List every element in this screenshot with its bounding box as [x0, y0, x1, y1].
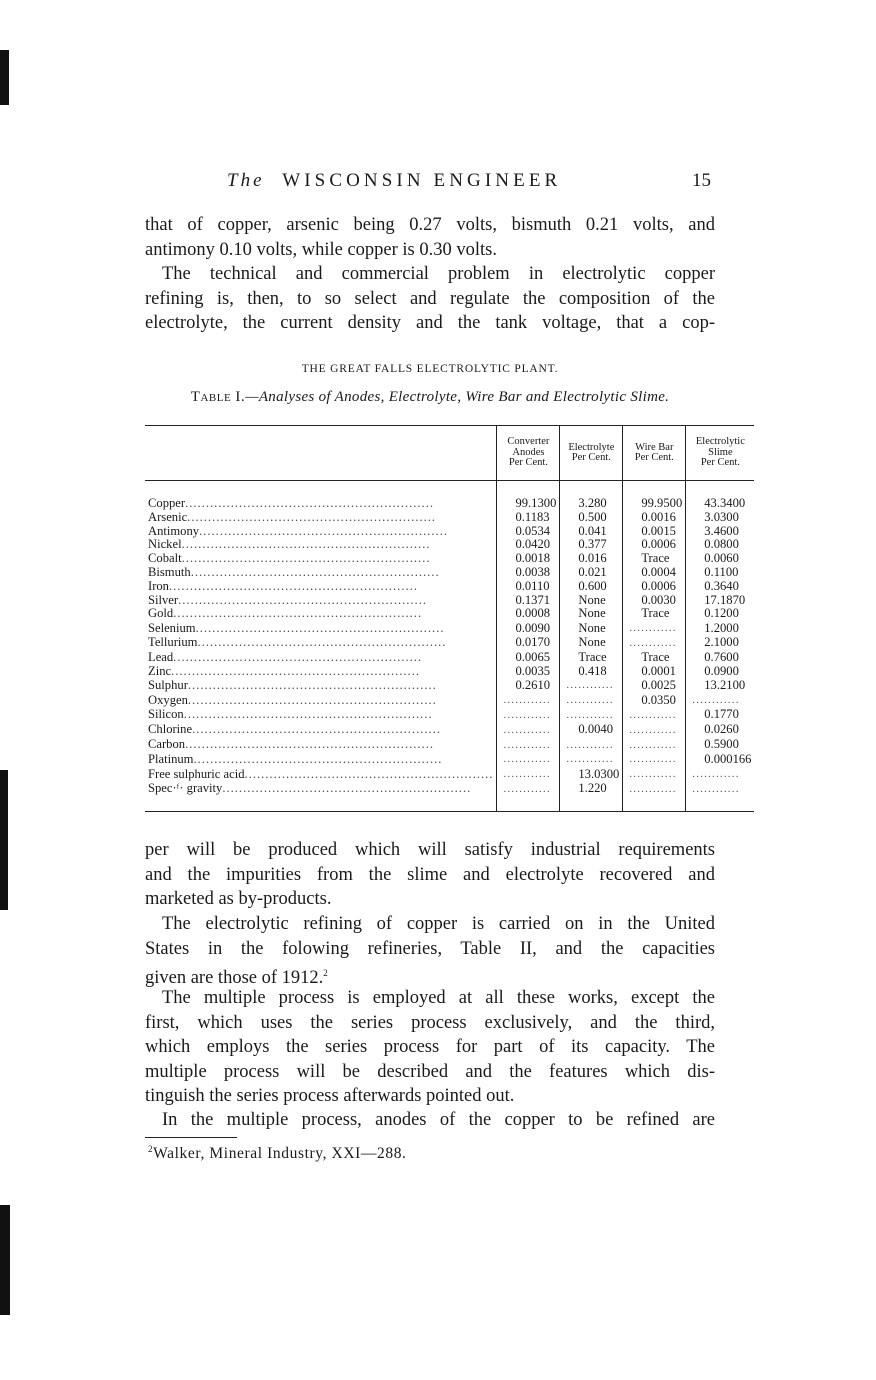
value-cell: Trace — [623, 607, 686, 621]
text-line: first, which uses the series process exclusively, and the third, — [145, 1012, 715, 1033]
table-row — [145, 566, 754, 580]
leader-dots: ............................................................ — [171, 664, 420, 678]
empty-dots: ............ — [503, 723, 551, 736]
value-cell — [497, 752, 560, 767]
column-header — [497, 426, 560, 481]
value-cell: 0.377 — [560, 538, 623, 552]
value-cell: 17.1870 — [686, 594, 755, 608]
value-cell: 0.041 — [560, 525, 623, 539]
row-label: Oxygen — [148, 693, 188, 707]
scan-edge-mark — [0, 770, 8, 910]
empty-dots: ............ — [503, 753, 551, 766]
value-cell: 0.0038 — [497, 566, 560, 580]
leader-dots: ............................................................ — [185, 738, 434, 752]
row-label: Gold — [148, 607, 174, 621]
footnote-marker: 2 — [148, 1144, 154, 1154]
value-cell: Trace — [623, 651, 686, 665]
value-cell — [623, 752, 686, 767]
table-row — [145, 782, 754, 811]
value-cell: 0.0420 — [497, 538, 560, 552]
value-cell — [497, 738, 560, 753]
value-cell: 0.0030 — [623, 594, 686, 608]
row-label-cell — [145, 708, 497, 723]
row-label: Carbon — [148, 738, 186, 752]
column-header-line: Per Cent. — [571, 452, 611, 463]
value-cell: 0.1100 — [686, 566, 755, 580]
value-cell — [623, 708, 686, 723]
paragraph-bottom-2 — [145, 912, 715, 989]
table-title: —Analyses of Anodes, Electrolyte, Wire Bar and Electrolytic Slime. — [245, 389, 670, 405]
text-line: that of copper, arsenic being 0.27 volts, bismuth 0.21 volts, and — [145, 215, 715, 235]
value-cell — [497, 782, 560, 811]
value-cell: 0.500 — [560, 511, 623, 525]
column-header-line: Slime — [708, 446, 733, 458]
value-cell — [623, 636, 686, 651]
value-cell: Trace — [560, 651, 623, 665]
value-cell: 1.2000 — [686, 621, 755, 636]
column-header — [623, 426, 686, 481]
text-line: antimony 0.10 volts, while copper is 0.30 volts. — [145, 239, 497, 260]
value-cell: 0.0534 — [497, 525, 560, 539]
row-label-cell — [145, 566, 497, 580]
value-cell — [497, 693, 560, 708]
value-cell — [497, 767, 560, 782]
value-cell: 0.0800 — [686, 538, 755, 552]
table-row — [145, 481, 754, 511]
empty-dots: ............ — [629, 782, 677, 795]
leader-dots: ............................................................ — [185, 497, 434, 510]
table-row — [145, 678, 754, 693]
value-cell: None — [560, 594, 623, 608]
text-line: multiple process will be described and the features which dis- — [145, 1061, 715, 1082]
text-line: which employs the series process for part of its capacity. The — [145, 1037, 715, 1058]
leader-dots: ............................................................ — [168, 579, 418, 593]
value-cell: 0.0060 — [686, 552, 755, 566]
empty-dots: ............ — [503, 738, 551, 751]
table-row — [145, 594, 754, 608]
row-label: Platinum — [148, 752, 194, 766]
value-cell — [686, 767, 755, 782]
value-cell: 0.5900 — [686, 738, 755, 753]
row-label-cell — [145, 636, 497, 651]
value-cell: 0.600 — [560, 580, 623, 594]
leader-dots: ............................................................ — [178, 593, 427, 607]
paragraph-top-1 — [145, 213, 715, 262]
row-label-cell — [145, 782, 497, 811]
leader-dots: ............................................................ — [192, 723, 441, 737]
paragraph-top-2 — [145, 262, 715, 336]
table-row — [145, 580, 754, 594]
row-label-cell — [145, 525, 497, 539]
value-cell: 0.418 — [560, 665, 623, 679]
value-cell: None — [560, 621, 623, 636]
row-label: Selenium — [148, 621, 196, 635]
value-cell — [560, 738, 623, 753]
value-cell: None — [560, 636, 623, 651]
column-header-line: Electrolyte — [568, 441, 615, 453]
empty-dots: ............ — [566, 753, 614, 766]
table-row — [145, 636, 754, 651]
value-cell — [686, 782, 755, 811]
row-label: Antimony — [148, 524, 200, 538]
table-row — [145, 552, 754, 566]
leader-dots: ............................................................ — [187, 510, 437, 524]
value-cell — [497, 723, 560, 738]
value-cell — [560, 678, 623, 693]
value-cell — [560, 693, 623, 708]
leader-dots: ............................................................ — [193, 752, 443, 766]
paragraph-bottom-3 — [145, 986, 715, 1109]
empty-dots: ............ — [566, 738, 614, 751]
table-header-row — [145, 426, 754, 481]
value-cell: 3.280 — [560, 481, 623, 511]
empty-dots: ............ — [629, 723, 677, 736]
value-cell — [560, 752, 623, 767]
value-cell: 0.0008 — [497, 607, 560, 621]
footnote-rule — [145, 1137, 237, 1138]
value-cell: 0.0170 — [497, 636, 560, 651]
leader-dots: ............................................................ — [181, 538, 431, 552]
table-row — [145, 621, 754, 636]
empty-dots: ............ — [629, 768, 677, 781]
leader-dots: ............................................................ — [195, 621, 445, 635]
empty-dots: ............ — [629, 622, 677, 635]
value-cell — [623, 621, 686, 636]
column-header — [560, 426, 623, 481]
value-cell — [497, 708, 560, 723]
value-cell — [560, 708, 623, 723]
row-label-cell — [145, 594, 497, 608]
row-label: Cobalt — [148, 552, 182, 566]
value-cell: 1.220 — [560, 782, 623, 811]
leader-dots: ............................................................ — [187, 678, 437, 692]
empty-dots: ............ — [629, 753, 677, 766]
row-label-cell — [145, 538, 497, 552]
table-row — [145, 665, 754, 679]
row-label: Nickel — [148, 538, 182, 552]
value-cell: None — [560, 607, 623, 621]
empty-dots: ............ — [503, 782, 551, 795]
value-cell: 0.1183 — [497, 511, 560, 525]
value-cell: 99.1300 — [497, 481, 560, 511]
value-cell: 0.0015 — [623, 525, 686, 539]
footnote — [148, 1144, 407, 1163]
empty-dots: ............ — [566, 694, 614, 707]
value-cell: 0.0016 — [623, 511, 686, 525]
text-line: given are those of 1912.$^2$ — [145, 968, 328, 989]
value-cell: 2.1000 — [686, 636, 755, 651]
row-label: Tellurium — [148, 636, 198, 650]
table-label: Table I. — [190, 389, 246, 405]
table-row — [145, 738, 754, 753]
journal-title: The WISCONSIN ENGINEER — [227, 170, 562, 191]
row-label-cell — [145, 621, 497, 636]
value-cell: 0.0025 — [623, 678, 686, 693]
text-line: marketed as by-products. — [145, 889, 332, 910]
table-row — [145, 651, 754, 665]
row-label-cell — [145, 665, 497, 679]
footnote-reference: 2 — [323, 968, 328, 979]
empty-dots: ............ — [629, 708, 677, 721]
value-cell: 43.3400 — [686, 481, 755, 511]
column-header — [686, 426, 755, 481]
empty-dots: ............ — [566, 679, 614, 692]
row-label: Iron — [148, 579, 169, 593]
row-label-cell — [145, 738, 497, 753]
leader-dots: ............................................................ — [197, 636, 447, 650]
table-row — [145, 767, 754, 782]
column-header-line: Per Cent. — [508, 457, 548, 469]
row-label: Sulphur — [148, 678, 188, 692]
paragraph-bottom-4 — [145, 1108, 715, 1133]
value-cell: 0.0110 — [497, 580, 560, 594]
value-cell: 0.0260 — [686, 723, 755, 738]
row-label-cell — [145, 511, 497, 525]
value-cell: 13.2100 — [686, 678, 755, 693]
value-cell: Trace — [623, 552, 686, 566]
empty-dots: ............ — [692, 694, 740, 707]
row-label-cell — [145, 678, 497, 693]
text-line: The multiple process is employed at all these works, except the — [162, 988, 715, 1008]
value-cell: 0.1770 — [686, 708, 755, 723]
analyses-table — [145, 425, 754, 812]
value-cell: 0.0001 — [623, 665, 686, 679]
table-row — [145, 752, 754, 767]
running-header — [145, 170, 713, 194]
text-line: In the multiple process, anodes of the copper to be refined are — [162, 1110, 715, 1130]
column-header-line: Per Cent. — [700, 457, 740, 469]
column-header-line: Electrolytic — [695, 436, 745, 448]
text-line: and the impurities from the slime and electrolyte recovered and — [145, 864, 715, 885]
table-row — [145, 708, 754, 723]
text-line: States in the folowing refineries, Table II, and the capacities — [145, 938, 715, 959]
leader-dots: ............................................................ — [187, 693, 437, 707]
row-label: Bismuth — [148, 565, 191, 579]
value-cell: 0.0900 — [686, 665, 755, 679]
value-cell: 13.0300 — [560, 767, 623, 782]
value-cell — [686, 693, 755, 708]
empty-dots: ............ — [503, 768, 551, 781]
row-label: Spec·ᶠ· gravity — [148, 782, 223, 796]
leader-dots: ............................................................ — [222, 782, 472, 796]
row-label-cell — [145, 580, 497, 594]
value-cell: 0.2610 — [497, 678, 560, 693]
value-cell — [623, 767, 686, 782]
row-label: Chlorine — [148, 723, 193, 737]
value-cell: 0.0035 — [497, 665, 560, 679]
text-line: The technical and commercial problem in electrolytic copper — [162, 264, 715, 284]
row-label: Zinc — [148, 664, 172, 678]
row-label: Silicon — [148, 708, 184, 722]
leader-dots: ............................................................ — [244, 767, 494, 781]
text-line: The electrolytic refining of copper is carried on in the United — [162, 914, 715, 934]
table-row — [145, 525, 754, 539]
column-header-blank — [145, 426, 497, 481]
leader-dots: ............................................................ — [173, 650, 423, 664]
table-body — [145, 481, 754, 812]
row-label-cell — [145, 723, 497, 738]
value-cell: 0.0004 — [623, 566, 686, 580]
empty-dots: ............ — [566, 708, 614, 721]
paragraph-bottom-1 — [145, 838, 715, 912]
row-label-cell — [145, 552, 497, 566]
table-row — [145, 607, 754, 621]
text-line: tinguish the series process afterwards pointed out. — [145, 1086, 515, 1107]
text-line: electrolyte, the current density and the tank voltage, that a cop- — [145, 313, 715, 334]
value-cell: 0.000166 — [686, 752, 755, 767]
value-cell: 0.0065 — [497, 651, 560, 665]
empty-dots: ............ — [629, 738, 677, 751]
column-header-line: Anodes — [512, 446, 545, 458]
leader-dots: ............................................................ — [181, 552, 431, 566]
value-cell: 0.1200 — [686, 607, 755, 621]
row-label: Copper — [148, 497, 186, 510]
plant-title: THE GREAT FALLS ELECTROLYTIC PLANT. — [301, 363, 559, 375]
table-row — [145, 538, 754, 552]
page-number: 15 — [692, 170, 711, 191]
leader-dots: ............................................................ — [183, 708, 433, 722]
row-label: Free sulphuric acid — [148, 767, 245, 781]
value-cell: 0.021 — [560, 566, 623, 580]
empty-dots: ............ — [503, 708, 551, 721]
row-label: Silver — [148, 593, 179, 607]
value-cell: 0.0006 — [623, 580, 686, 594]
value-cell: 0.3640 — [686, 580, 755, 594]
row-label: Arsenic — [148, 510, 188, 524]
text-line: per will be produced which will satisfy industrial requirements — [145, 840, 715, 860]
empty-dots: ............ — [503, 694, 551, 707]
row-label: Lead — [148, 650, 174, 664]
table-caption — [145, 389, 715, 406]
empty-dots: ............ — [629, 636, 677, 649]
value-cell: 0.0350 — [623, 693, 686, 708]
footnote-text: Walker, Mineral Industry, XXI—288. — [153, 1145, 407, 1163]
value-cell: 0.1371 — [497, 594, 560, 608]
leader-dots: ............................................................ — [190, 565, 440, 579]
text-line: refining is, then, to so select and regulate the composition of the — [145, 288, 715, 309]
value-cell: 0.016 — [560, 552, 623, 566]
row-label-cell — [145, 693, 497, 708]
leader-dots: ............................................................ — [173, 607, 423, 621]
row-label-cell — [145, 481, 497, 511]
value-cell — [623, 738, 686, 753]
table-row — [145, 511, 754, 525]
value-cell: 0.7600 — [686, 651, 755, 665]
empty-dots: ............ — [692, 782, 740, 795]
leader-dots: ............................................................ — [199, 524, 448, 538]
value-cell — [623, 723, 686, 738]
value-cell: 0.0018 — [497, 552, 560, 566]
value-cell: 0.0090 — [497, 621, 560, 636]
value-cell: 3.0300 — [686, 511, 755, 525]
value-cell: 0.0040 — [560, 723, 623, 738]
column-header-line: Wire Bar — [635, 441, 674, 453]
table-row — [145, 693, 754, 708]
row-label-cell — [145, 767, 497, 782]
column-header-line: Converter — [507, 436, 550, 448]
empty-dots: ............ — [692, 768, 740, 781]
value-cell — [623, 782, 686, 811]
scan-edge-mark — [0, 50, 9, 105]
column-header-line: Per Cent. — [634, 452, 674, 463]
row-label-cell — [145, 607, 497, 621]
value-cell: 0.0006 — [623, 538, 686, 552]
row-label-cell — [145, 752, 497, 767]
scan-edge-mark — [0, 1205, 10, 1315]
value-cell: 99.9500 — [623, 481, 686, 511]
table-row — [145, 723, 754, 738]
row-label-cell — [145, 651, 497, 665]
value-cell: 3.4600 — [686, 525, 755, 539]
